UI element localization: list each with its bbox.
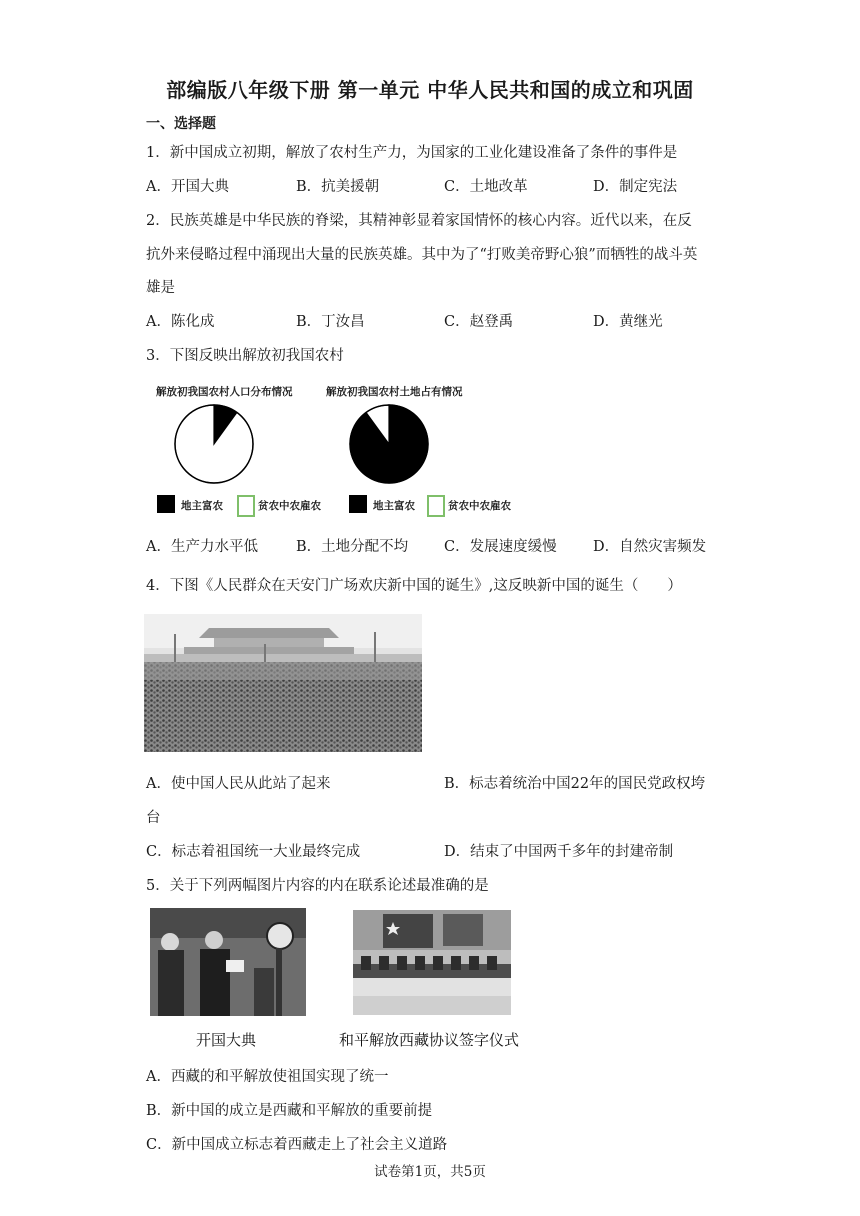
q1-option-c: C．土地改革 <box>444 179 528 195</box>
q3-option-a: A．生产力水平低 <box>146 539 258 555</box>
caption-tibet-agreement: 和平解放西藏协议签字仪式 <box>339 1031 520 1049</box>
legend-swatch-landlord-1 <box>157 495 175 513</box>
question-2-line-3: 雄是 <box>146 280 175 296</box>
q2-option-b: B．丁汝昌 <box>296 314 365 330</box>
question-3-stem: 3．下图反映出解放初我国农村 <box>146 348 344 364</box>
q1-option-d: D．制定宪法 <box>593 179 678 195</box>
q5-option-c: C．新中国成立标志着西藏走上了社会主义道路 <box>146 1137 448 1153</box>
section-heading: 一、选择题 <box>146 116 216 132</box>
q2-option-c: C．赵登禹 <box>444 314 514 330</box>
q1-option-b: B．抗美援朝 <box>296 179 380 195</box>
page-footer: 试卷第1页，共5页 <box>374 1164 486 1180</box>
q4-option-a: A．使中国人民从此站了起来 <box>146 776 331 792</box>
page-title: 部编版八年级下册 第一单元 中华人民共和国的成立和巩固 <box>166 78 694 102</box>
q2-option-a: A．陈化成 <box>146 314 215 330</box>
tibet-agreement-signing-photo <box>353 910 511 1015</box>
legend-swatch-peasant-1 <box>237 495 255 517</box>
q3-option-d: D．自然灾害频发 <box>593 539 707 555</box>
q4-option-c: C．标志着祖国统一大业最终完成 <box>146 844 361 860</box>
legend-label-peasant-1: 贫农中农雇农 <box>258 500 321 512</box>
q1-option-a: A．开国大典 <box>146 179 229 195</box>
q4-option-d: D．结束了中国两千多年的封建帝制 <box>444 844 674 860</box>
q2-option-d: D．黄继光 <box>593 314 663 330</box>
legend-swatch-peasant-2 <box>427 495 445 517</box>
q4-option-b: B．标志着统治中国22年的国民党政权垮 <box>444 776 706 792</box>
legend-label-landlord-1: 地主富农 <box>181 500 223 512</box>
question-2-line-2: 抗外来侵略过程中涌现出大量的民族英雄。其中为了“打败美帝野心狼”而牺牲的战斗英 <box>146 247 698 263</box>
q4-option-b-continued: 台 <box>146 810 161 826</box>
question-2-line-1: 2．民族英雄是中华民族的脊梁，其精神彰显着家国情怀的核心内容。近代以来，在反 <box>146 213 692 229</box>
q5-option-a: A．西藏的和平解放使祖国实现了统一 <box>146 1069 389 1085</box>
question-5-stem: 5．关于下列两幅图片内容的内在联系论述最准确的是 <box>146 878 489 894</box>
pie-2-title: 解放初我国农村土地占有情况 <box>326 386 463 398</box>
q3-option-c: C．发展速度缓慢 <box>444 539 557 555</box>
q5-option-b: B．新中国的成立是西藏和平解放的重要前提 <box>146 1103 433 1119</box>
legend-label-peasant-2: 贫农中农雇农 <box>448 500 511 512</box>
pie-1-title: 解放初我国农村人口分布情况 <box>156 386 293 398</box>
pie-chart-1 <box>172 402 256 486</box>
question-4-stem: 4．下图《人民群众在天安门广场欢庆新中国的诞生》,这反映新中国的诞生（ ） <box>146 578 682 594</box>
founding-ceremony-photo <box>150 908 306 1016</box>
caption-founding-ceremony: 开国大典 <box>196 1031 257 1049</box>
pie-chart-2 <box>347 402 431 486</box>
question-1-stem: 1．新中国成立初期，解放了农村生产力，为国家的工业化建设准备了条件的事件是 <box>146 145 678 161</box>
q3-option-b: B．土地分配不均 <box>296 539 409 555</box>
legend-label-landlord-2: 地主富农 <box>373 500 415 512</box>
tiananmen-crowd-photo <box>144 614 422 752</box>
legend-swatch-landlord-2 <box>349 495 367 513</box>
